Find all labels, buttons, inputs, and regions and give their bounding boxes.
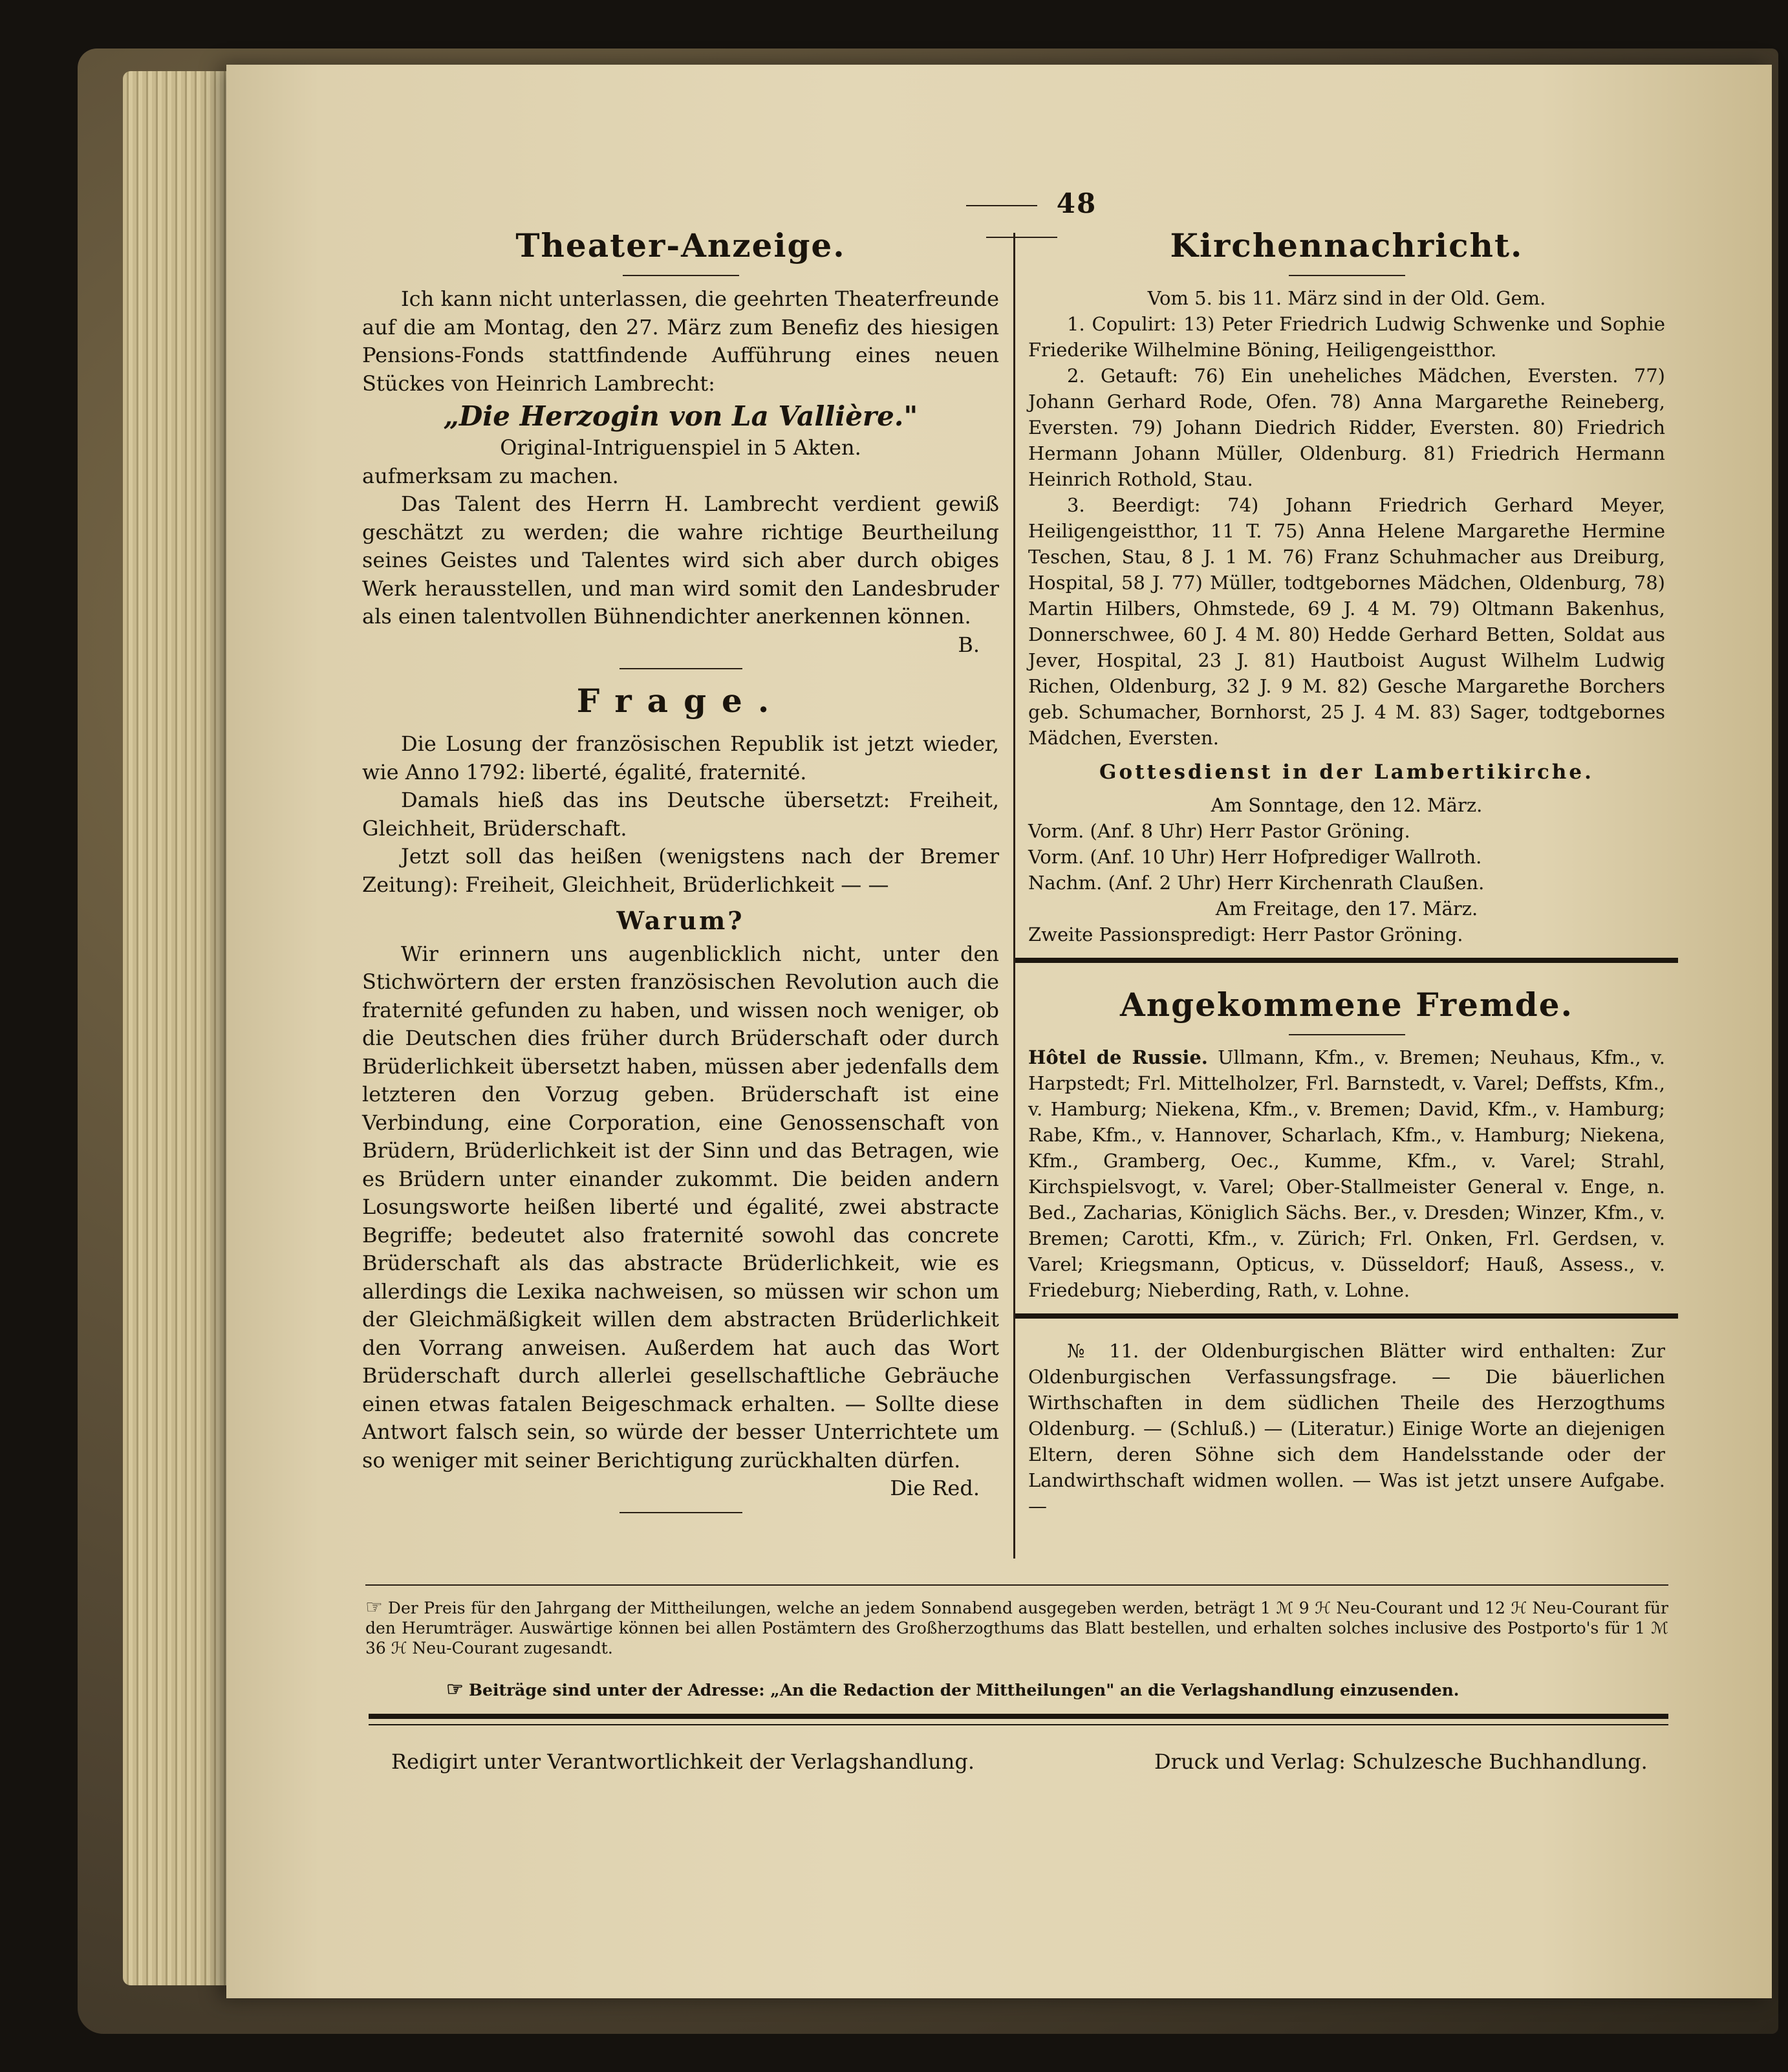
theater-paragraph: Das Talent des Herrn H. Lambrecht verdient gewiß geschätzt zu werden; die wahre richtige Beurtheilung seines Geistes und Talentes wird sich aber durch obiges Werk herausstellen, und man wird somit den Landesbruder als einen talentvollen Bühnendichter anerkennen können. bbox=[362, 491, 999, 629]
fremde-heading: Angekommene Fremde. bbox=[1120, 985, 1573, 1024]
hotel-name: Hôtel de Russie. bbox=[1028, 1046, 1208, 1068]
service-3: Nachm. (Anf. 2 Uhr) Herr Kirchenrath Claußen. bbox=[1028, 871, 1485, 894]
editor-line: Redigirt unter Verantwortlichkeit der Verlagshandlung. bbox=[391, 1749, 975, 1774]
rule bbox=[619, 668, 742, 669]
rule bbox=[623, 275, 739, 276]
warum-signature: Die Red. bbox=[890, 1476, 980, 1500]
theater-line: aufmerksam zu machen. bbox=[362, 463, 619, 488]
pointing-hand-icon: ☞ bbox=[446, 1678, 464, 1701]
theater-heading: Theater-Anzeige. bbox=[515, 226, 846, 264]
pointing-hand-icon: ☞ bbox=[365, 1596, 383, 1619]
gottesdienst-heading: Gottesdienst in der Lambertikirche. bbox=[1099, 761, 1594, 784]
theater-signature: B. bbox=[958, 632, 980, 657]
warum-paragraph: Wir erinnern uns augenblicklich nicht, unter den Stichwörtern der ersten französischen Revolution auch die fraternité gefunden zu haben, und wissen noch weniger, ob die Deutschen dies früher durch Brüderschaft oder durch Brüderlichkeit übersetzt haben, müssen aber jedenfalls dem letzteren den Vorzug geben. Brüderschaft ist eine Verbindung, eine Corporation, eine Genossenschaft von Brüdern, Brüderlichkeit ist der Sinn und das Betragen, wie es Brüdern unter einander zukommt. Die beiden andern Losungsworte heißen liberté und égalité, zwei abstracte Begriffe; bedeutet also fraternité sowohl das concrete Brüderschaft als das abstracte Brüderlichkeit, wie es allerdings die Lexika nachweisen, so müssen wir schon um der Gleichmäßigkeit willen dem abstracten Brüderlichkeit den Vorrang anweisen. Außerdem hat auch das Wort Brüderschaft durch allerlei gesellschaftliche Gebräuche einen etwas fatalen Beigeschmack erhalten. — Sollte diese Antwort falsch sein, so würde der besser Unterrichtete um so weniger mit seiner Berichtigung zurückhalten dürfen. bbox=[362, 941, 999, 1473]
contributions-text: Beiträge sind unter der Adresse: „An die Redaction der Mittheilungen" an die Verlagshandlung einzusenden. bbox=[468, 1681, 1459, 1700]
service-1: Vorm. (Anf. 8 Uhr) Herr Pastor Gröning. bbox=[1028, 819, 1410, 842]
rule bbox=[1289, 275, 1405, 276]
bottom-rule-thin bbox=[369, 1724, 1668, 1725]
left-column bbox=[362, 223, 999, 1522]
frage-heading: Frage. bbox=[576, 682, 785, 720]
friday-line: Am Freitage, den 17. März. bbox=[1215, 897, 1478, 920]
frage-para-3: Jetzt soll das heißen (wenigstens nach der Bremer Zeitung): Freiheit, Gleichheit, Brüderlichkeit — — bbox=[362, 844, 999, 897]
fremde-text bbox=[1028, 1044, 1665, 1303]
price-text: Der Preis für den Jahrgang der Mittheilungen, welche an jedem Sonnabend ausgegeben werden, beträgt 1 ℳ 9 ℋ Neu-Courant und 12 ℋ Neu-Courant für den Herumträger. Auswärtige können bei allen Postämtern des Großherzogthums das Blatt bestellen, und erhalten solches inclusive des Postporto's für 1 ℳ 36 ℋ Neu-Courant zugesandt. bbox=[365, 1599, 1668, 1657]
section-rule bbox=[1015, 958, 1678, 963]
warum-heading: Warum? bbox=[616, 906, 745, 935]
printer-line: Druck und Verlag: Schulzesche Buchhandlung. bbox=[1154, 1749, 1648, 1774]
play-title: „Die Herzogin von La Vallière." bbox=[443, 400, 918, 432]
rule bbox=[619, 1512, 742, 1513]
price-notice bbox=[365, 1597, 1668, 1658]
sunday-line: Am Sonntage, den 12. März. bbox=[1211, 793, 1483, 816]
passion-line: Zweite Passionspredigt: Herr Pastor Gröning. bbox=[1028, 923, 1463, 945]
next-issue-notice: № 11. der Oldenburgischen Blätter wird enthalten: Zur Oldenburgischen Verfassungsfrage. — Die bäuerlichen Wirthschaften in dem südlichen Theile des Herzogthums Oldenburg. — (Schluß.) — (Literatur.) Einige Worte an diejenigen Eltern, deren Söhne sich dem Handelsstande oder der Landwirthschaft widmen wollen. — Was ist jetzt unsere Aufgabe. — bbox=[1028, 1339, 1665, 1517]
bottom-rule bbox=[369, 1714, 1668, 1719]
right-column bbox=[1028, 223, 1665, 1519]
play-subtitle: Original-Intriguenspiel in 5 Akten. bbox=[500, 435, 861, 460]
column-divider bbox=[1013, 233, 1015, 1559]
kirchen-getauft: 2. Getauft: 76) Ein uneheliches Mädchen, Eversten. 77) Johann Gerhard Rode, Ofen. 78) Anna Margarethe Reineberg, Eversten. 79) Johann Diedrich Ridder, Eversten. 80) Friedrich Hermann Johann Müller, Oldenburg. 81) Friedrich Hermann Heinrich Rothold, Stau. bbox=[1028, 365, 1665, 490]
guest-list: Ullmann, Kfm., v. Bremen; Neuhaus, Kfm., v. Harpstedt; Frl. Mittelholzer, Frl. Barnstedt, v. Varel; Deffsts, Kfm., v. Hamburg; Niekena, Kfm., v. Bremen; David, Kfm., v. Hamburg; Rabe, Kfm., v. Hannover, Scharlach, Kfm., v. Hamburg; Niekena, Kfm., Gramberg, Oec., Kumme, Kfm., v. Varel; Strahl, Kirchspielsvogt, v. Varel; Ober-Stallmeister General v. Enge, n. Bed., Zacharias, Königlich Sächs. Ber., v. Dresden; Winzer, Kfm., v. Bremen; Carotti, Kfm., v. Zürich; Frl. Onken, Frl. Gerdsen, v. Varel; Kriegsmann, Opticus, v. Düsseldorf; Hauß, Assess., v. Friedeburg; Nieberding, Rath, v. Lohne. bbox=[1028, 1046, 1666, 1301]
contributions-notice bbox=[446, 1678, 1668, 1701]
theater-intro: Ich kann nicht unterlassen, die geehrten Theaterfreunde auf die am Montag, den 27. März zum Benefiz des hiesigen Pensions-Fonds stattfindende Aufführung eines neuen Stückes von Heinrich Lambrecht: bbox=[362, 286, 999, 396]
kirchen-beerdigt: 3. Beerdigt: 74) Johann Friedrich Gerhard Meyer, Heiligengeistthor, 11 T. 75) Anna Helene Margarethe Hermine Teschen, Stau, 8 J. 1 M. 76) Franz Schuhmacher aus Dreiburg, Hospital, 58 J. 77) Müller, todtgebornes Mädchen, Oldenburg, 78) Martin Hilbers, Ohmstede, 69 J. 4 M. 79) Oltmann Bakenhus, Donnerschwee, 60 J. 4 M. 80) Hedde Gerhard Betten, Soldat aus Jever, Hospital, 23 J. 81) Hautboist August Wilhelm Ludwig Richen, Oldenburg, 32 J. 9 M. 82) Gesche Margarethe Borchers geb. Schumacher, Bornhorst, 25 J. 4 M. 83) Sager, todtgebornes Mädchen, Eversten. bbox=[1028, 494, 1665, 749]
rule bbox=[1289, 1034, 1405, 1035]
page-number: 48 bbox=[892, 188, 1151, 251]
frage-para-2: Damals hieß das ins Deutsche übersetzt: Freiheit, Gleichheit, Brüderschaft. bbox=[362, 788, 999, 841]
kirchen-period: Vom 5. bis 11. März sind in der Old. Gem. bbox=[1147, 287, 1546, 309]
service-2: Vorm. (Anf. 10 Uhr) Herr Hofprediger Wallroth. bbox=[1028, 845, 1482, 868]
section-rule bbox=[1015, 1313, 1678, 1319]
kirchen-heading: Kirchennachricht. bbox=[1170, 226, 1524, 264]
kirchen-copulirt: 1. Copulirt: 13) Peter Friedrich Ludwig Schwenke und Sophie Friederike Wilhelmine Böning, Heiligengeistthor. bbox=[1028, 313, 1665, 361]
frage-para-1: Die Losung der französischen Republik ist jetzt wieder, wie Anno 1792: liberté, égalité, fraternité. bbox=[362, 731, 999, 784]
footer-rule bbox=[365, 1584, 1668, 1586]
